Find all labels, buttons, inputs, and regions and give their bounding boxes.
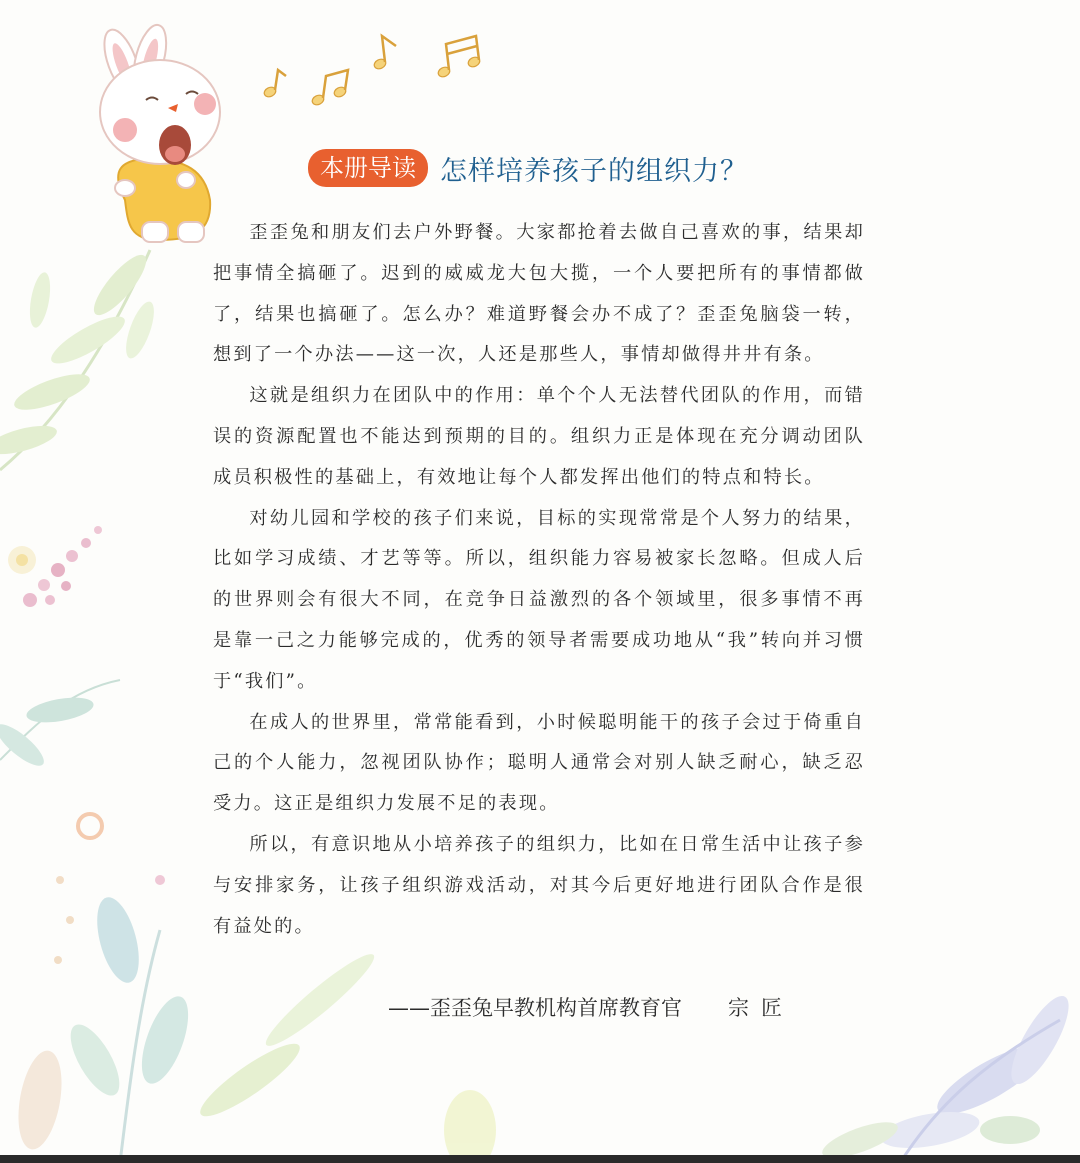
author-signature bbox=[388, 992, 794, 1022]
music-notes-icon bbox=[263, 36, 482, 107]
intro-body bbox=[213, 213, 865, 947]
paragraph-5: 所以，有意识地从小培养孩子的组织力，比如在日常生活中让孩子参与安排家务，让孩子组织游戏活动，对其今后更好地进行团队合作是很有益处的。 bbox=[213, 833, 865, 937]
author-role: ——歪歪兔早教机构首席教育官 bbox=[388, 996, 682, 1020]
intro-header bbox=[308, 147, 748, 189]
paragraph-1: 歪歪兔和朋友们去户外野餐。大家都抢着去做自己喜欢的事，结果却把事情全搞砸了。迟到的威威龙大包大揽，一个人要把所有的事情都做了，结果也搞砸了。怎么办？难道野餐会办不成了？歪歪兔脑袋一转，想到了一个办法——这一次，人还是那些人，事情却做得井井有条。 bbox=[213, 222, 865, 366]
page-title: 怎样培养孩子的组织力？ bbox=[440, 155, 748, 187]
bunny-mascot-illustration bbox=[97, 22, 220, 242]
watercolor-leaves-bottom-right bbox=[818, 989, 1079, 1163]
paragraph-3: 对幼儿园和学校的孩子们来说，目标的实现常常是个人努力的结果，比如学习成绩、才艺等等。所以，组织能力容易被家长忽略。但成人后的世界则会有很大不同，在竞争日益激烈的各个领域里，很多事情不再是靠一己之力能够完成的，优秀的领导者需要成功地从“我”转向并习惯于“我们”。 bbox=[213, 507, 865, 692]
paragraph-4: 在成人的世界里，常常能看到，小时候聪明能干的孩子会过于倚重自己的个人能力，忽视团队协作；聪明人通常会对别人缺乏耐心，缺乏忍受力。这正是组织力发展不足的表现。 bbox=[213, 711, 865, 815]
paragraph-2: 这就是组织力在团队中的作用：单个个人无法替代团队的作用，而错误的资源配置也不能达到预期的目的。组织力正是体现在充分调动团队成员积极性的基础上，有效地让每个人都发挥出他们的特点和特长。 bbox=[213, 385, 865, 488]
watercolor-leaves-left bbox=[0, 248, 160, 772]
bottom-border bbox=[0, 1155, 1080, 1163]
author-name: 宗匠 bbox=[728, 996, 794, 1020]
section-badge: 本册导读 bbox=[308, 149, 428, 187]
